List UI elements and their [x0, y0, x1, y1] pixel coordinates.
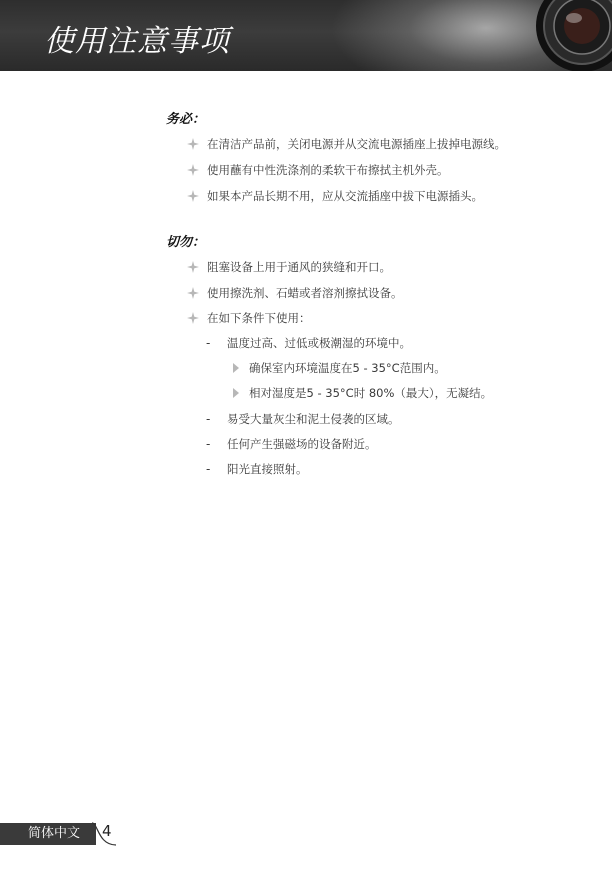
condition-item — [206, 334, 411, 352]
condition-item — [206, 460, 308, 478]
sub-condition-item — [233, 359, 446, 377]
must-heading: 务必： — [166, 112, 206, 127]
page-header-banner — [0, 0, 612, 71]
list-item-text: 使用擦洗剂、石蜡或者溶剂擦拭设备。 — [207, 286, 403, 300]
condition-text: 阳光直接照射。 — [227, 462, 308, 476]
diamond-bullet-icon — [187, 261, 199, 273]
list-item — [187, 135, 506, 153]
triangle-bullet-icon — [233, 388, 239, 398]
list-item — [187, 187, 483, 205]
dash-bullet: - — [206, 462, 211, 476]
dash-bullet: - — [206, 412, 211, 426]
projector-lens-icon — [534, 0, 612, 71]
page-number: 4 — [102, 822, 112, 840]
condition-text: 任何产生强磁场的设备附近。 — [227, 437, 377, 451]
dash-bullet: - — [206, 437, 211, 451]
sub-condition-text: 相对湿度是5 - 35°C时 80%（最大），无凝结。 — [249, 386, 493, 400]
page-title: 使用注意事项 — [44, 24, 230, 59]
list-item-text: 使用蘸有中性洗涤剂的柔软干布擦拭主机外壳。 — [207, 163, 449, 177]
list-item-text: 在清洁产品前，关闭电源并从交流电源插座上拔掉电源线。 — [207, 137, 506, 151]
list-item — [187, 284, 403, 302]
diamond-bullet-icon — [187, 312, 199, 324]
condition-text: 温度过高、过低或极潮湿的环境中。 — [227, 336, 411, 350]
footer-language-label: 简体中文 — [28, 826, 81, 841]
diamond-bullet-icon — [187, 287, 199, 299]
list-item-text: 阻塞设备上用于通风的狭缝和开口。 — [207, 260, 391, 274]
list-item — [187, 161, 449, 179]
diamond-bullet-icon — [187, 190, 199, 202]
condition-item — [206, 410, 400, 428]
list-item — [187, 258, 391, 276]
sub-condition-text: 确保室内环境温度在5 - 35°C范围内。 — [249, 361, 446, 375]
condition-text: 易受大量灰尘和泥土侵袭的区域。 — [227, 412, 400, 426]
diamond-bullet-icon — [187, 138, 199, 150]
sub-condition-item — [233, 384, 492, 402]
condition-item — [206, 435, 377, 453]
triangle-bullet-icon — [233, 363, 239, 373]
list-item-text: 如果本产品长期不用，应从交流插座中拔下电源插头。 — [207, 189, 483, 203]
must-not-heading: 切勿： — [166, 235, 206, 250]
list-item — [187, 309, 311, 327]
diamond-bullet-icon — [187, 164, 199, 176]
list-item-text: 在如下条件下使用： — [207, 311, 311, 325]
dash-bullet: - — [206, 336, 211, 350]
